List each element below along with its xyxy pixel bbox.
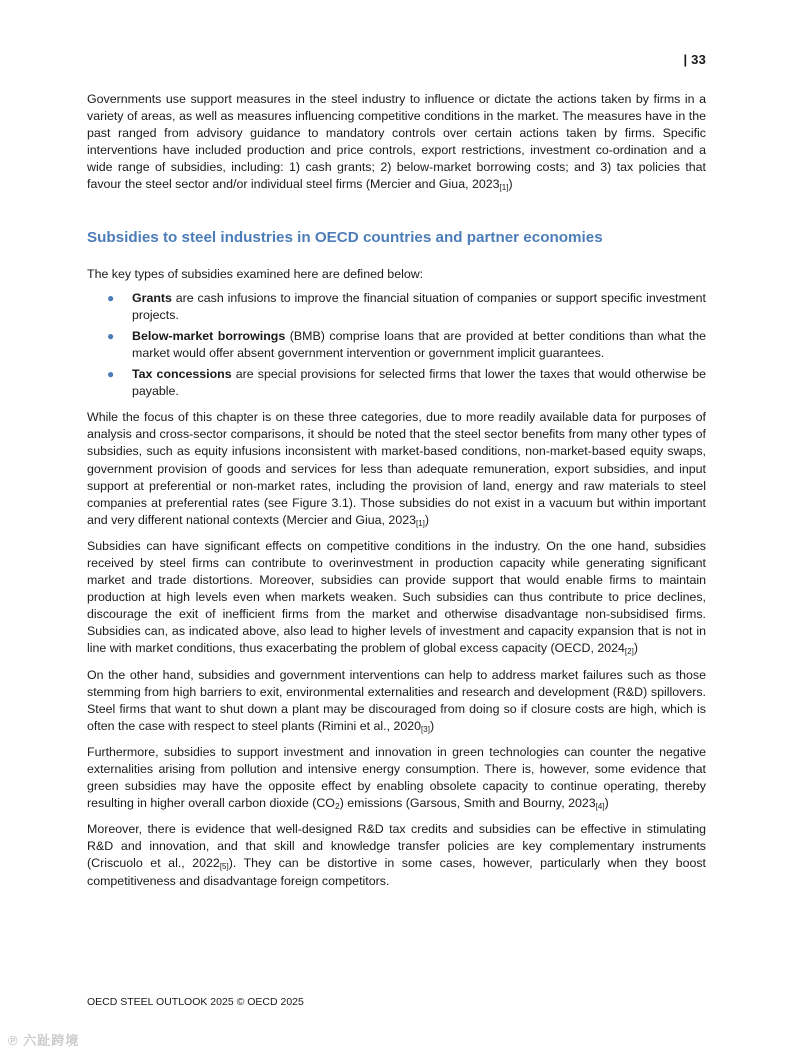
paragraph-close: ) — [424, 512, 430, 527]
paragraph-text: ). They can be distortive in some cases, however, particularly when they boost competitiveness and disadvantage foreign competitors. — [87, 856, 706, 888]
document-body — [87, 91, 706, 899]
paragraph-text: On the other hand, subsidies and government interventions can help to address market failures such as those stemming from high barriers to exit, environmental externalities and research and development (R&D) spillovers. Steel firms that want to shut down a plant may be discouraged from doing so if closure costs are high, which is often the case with respect to steel plants (Rimini et al., 2020 — [87, 667, 706, 733]
page-number: | 33 — [683, 52, 706, 67]
bullet-icon: ● — [107, 367, 115, 382]
bullet-icon: ● — [107, 290, 115, 305]
body-paragraph — [87, 821, 706, 889]
body-paragraph — [87, 409, 706, 529]
list-item-term: Grants — [132, 290, 172, 305]
body-paragraph — [87, 744, 706, 812]
citation-ref[interactable]: [4] — [595, 802, 605, 812]
citation-ref[interactable]: [2] — [624, 647, 634, 657]
paragraph-close: ) — [604, 796, 609, 811]
lead-paragraph: The key types of subsidies examined here are defined below: — [87, 266, 424, 281]
body-paragraph — [87, 667, 706, 735]
bullet-icon: ● — [107, 328, 115, 343]
citation-ref[interactable]: [5] — [219, 862, 229, 872]
watermark: ℗ 六趾跨境 — [8, 1033, 80, 1048]
list-item — [87, 290, 706, 324]
paragraph-text: Moreover, there is evidence that well-designed R&D tax credits and subsidies can be effective in stimulating R&D and innovation, and that skill and knowledge transfer policies are key complementary instruments (Criscuolo et al., 2022 — [87, 822, 706, 871]
intro-paragraph — [87, 91, 706, 194]
page-footer: OECD STEEL OUTLOOK 2025 © OECD 2025 — [87, 996, 304, 1008]
chemical-subscript: 2 — [334, 801, 340, 812]
citation-ref[interactable]: [1] — [499, 183, 509, 193]
paragraph-text: Governments use support measures in the steel industry to influence or dictate the actions taken by firms in a variety of areas, as well as measures influencing competitive conditions in the market. The measures have in the past ranged from advisory guidance to mandatory controls over certain actions taken by firms. Specific interventions have included production and price controls, export restrictions, investment co-ordination and a wide range of subsidies, including: 1) cash grants; 2) below-market borrowing costs; and 3) tax policies that favour the steel sector and/or individual steel firms (Mercier and Giua, 2023 — [87, 92, 706, 192]
list-item-term: Below-market borrowings — [132, 328, 286, 343]
citation-ref[interactable]: [3] — [421, 724, 430, 734]
paragraph-text: ) emissions (Garsous, Smith and Bourny, 2023 — [339, 796, 596, 811]
body-paragraph — [87, 538, 706, 658]
citation-ref[interactable]: [1] — [416, 518, 425, 528]
paragraph-text: Furthermore, subsidies to support investment and innovation in green technologies can counter the negative externalities arising from pollution and intensive energy consumption. There is, however, some evidence that green subsidies may have the opposite effect by enabling obsolete capacity to continue operating, thereby resulting in higher overall carbon dioxide (CO — [87, 744, 706, 811]
list-item — [87, 366, 706, 400]
section-heading: Subsidies to steel industries in OECD countries and partner economies — [87, 228, 603, 246]
list-item-text: (BMB) comprise loans that are provided at better conditions than what the market would offer absent government intervention or government implicit guarantees. — [132, 328, 707, 360]
paragraph-text: Subsidies can have significant effects on competitive conditions in the industry. On the one hand, subsidies received by steel firms can contribute to overinvestment in production capacity while generating significant market and trade distortions. Moreover, subsidies can provide support that would enable firms to maintain production at high levels even when markets weaken. Such subsidies can thus contribute to price declines, discourage the exit of inefficient firms from the market and otherwise disadvantage non-subsidised firms. Subsidies can, as indicated above, also lead to higher levels of investment and capacity expansion that is not in line with market conditions, thus exacerbating the problem of global excess capacity (OECD, 2024 — [87, 538, 706, 656]
paragraph-text: While the focus of this chapter is on these three categories, due to more readily available data for purposes of analysis and cross-sector comparisons, it should be noted that the steel sector benefits from many other types of subsidies, such as equity infusions inconsistent with market-based conditions, non-market-based equity swaps, government provision of goods and services for less than adequate remuneration, export subsidies, and input support at preferential or non-market rates, including the provision of land, energy and raw materials to steel companies at preferential rates (see Figure 3.1). Those subsidies do not exist in a vacuum but within important and very different national contexts (Mercier and Giua, 2023 — [87, 410, 706, 527]
paragraph-close: ) — [633, 641, 638, 656]
paragraph-close: ) — [508, 177, 513, 192]
paragraph-close: ) — [429, 718, 435, 733]
list-item-text: are special provisions for selected firms that lower the taxes that would otherwise be payable. — [132, 367, 707, 399]
list-item — [87, 328, 706, 362]
list-item-text: are cash infusions to improve the financial situation of companies or support specific investment projects. — [132, 290, 706, 322]
subsidy-types-list — [87, 290, 706, 401]
list-item-term: Tax concessions — [132, 367, 232, 382]
